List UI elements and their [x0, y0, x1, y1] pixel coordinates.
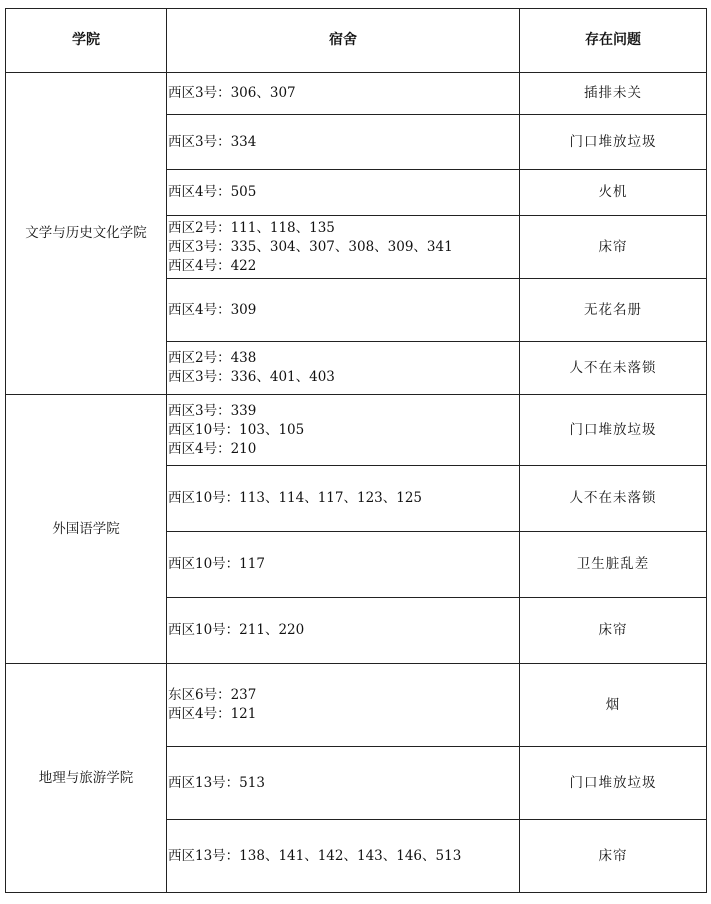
college-cell: 外国语学院 [6, 395, 167, 664]
dorm-line: 西区4号：121 [168, 706, 257, 722]
dorm-line: 西区3号：334 [168, 133, 257, 150]
issue-cell: 床帘 [520, 598, 707, 664]
header-dorm: 宿舍 [167, 9, 520, 73]
issue-cell: 火机 [520, 170, 707, 216]
dorm-line: 西区2号：438 [168, 350, 257, 366]
issue-cell: 床帘 [520, 820, 707, 893]
dorm-line: 西区3号：339 [168, 402, 257, 419]
dorm-cell [167, 342, 520, 395]
dorm-cell [167, 216, 520, 279]
dorm-line: 西区3号：306、307 [168, 85, 296, 101]
table-row [6, 73, 707, 115]
dorm-cell [167, 747, 520, 820]
header-college: 学院 [6, 9, 167, 73]
issue-cell: 床帘 [520, 216, 707, 279]
issue-cell: 烟 [520, 664, 707, 747]
college-cell: 文学与历史文化学院 [6, 73, 167, 395]
dorm-line: 西区4号：309 [168, 301, 257, 318]
table-row [6, 664, 707, 747]
dorm-cell [167, 466, 520, 532]
issue-cell: 人不在未落锁 [520, 342, 707, 395]
dorm-cell [167, 279, 520, 342]
issue-cell: 门口堆放垃圾 [520, 747, 707, 820]
college-cell: 地理与旅游学院 [6, 664, 167, 893]
dorm-line: 西区3号：335、304、307、308、309、341 [168, 238, 453, 255]
dorm-line: 西区3号：336、401、403 [168, 369, 335, 385]
dorm-line: 西区2号：111、118、135 [168, 219, 335, 236]
dorm-cell [167, 170, 520, 216]
dorm-line: 西区10号：117 [168, 556, 265, 572]
issue-cell: 卫生脏乱差 [520, 532, 707, 598]
dorm-line: 西区4号：422 [168, 257, 257, 274]
dorm-line: 东区6号：237 [168, 687, 257, 703]
dorm-cell [167, 73, 520, 115]
dorm-cell [167, 115, 520, 170]
issue-cell: 无花名册 [520, 279, 707, 342]
table-row [6, 395, 707, 466]
issue-cell: 人不在未落锁 [520, 466, 707, 532]
issue-cell: 门口堆放垃圾 [520, 395, 707, 466]
dorm-cell [167, 532, 520, 598]
dorm-line: 西区4号：210 [168, 440, 257, 457]
dorm-line: 西区4号：505 [168, 184, 257, 200]
header-issue: 存在问题 [520, 9, 707, 73]
dorm-line: 西区10号：103、105 [168, 421, 305, 438]
inspection-table [5, 8, 707, 893]
header-row [6, 9, 707, 73]
dorm-cell [167, 664, 520, 747]
dorm-line: 西区10号：113、114、117、123、125 [168, 490, 423, 506]
dorm-line: 西区10号：211、220 [168, 622, 305, 638]
dorm-cell [167, 395, 520, 466]
dorm-line: 西区13号：513 [168, 774, 265, 791]
issue-cell: 门口堆放垃圾 [520, 115, 707, 170]
dorm-line: 西区13号：138、141、142、143、146、513 [168, 847, 462, 864]
issue-cell: 插排未关 [520, 73, 707, 115]
dorm-cell [167, 598, 520, 664]
dorm-cell [167, 820, 520, 893]
